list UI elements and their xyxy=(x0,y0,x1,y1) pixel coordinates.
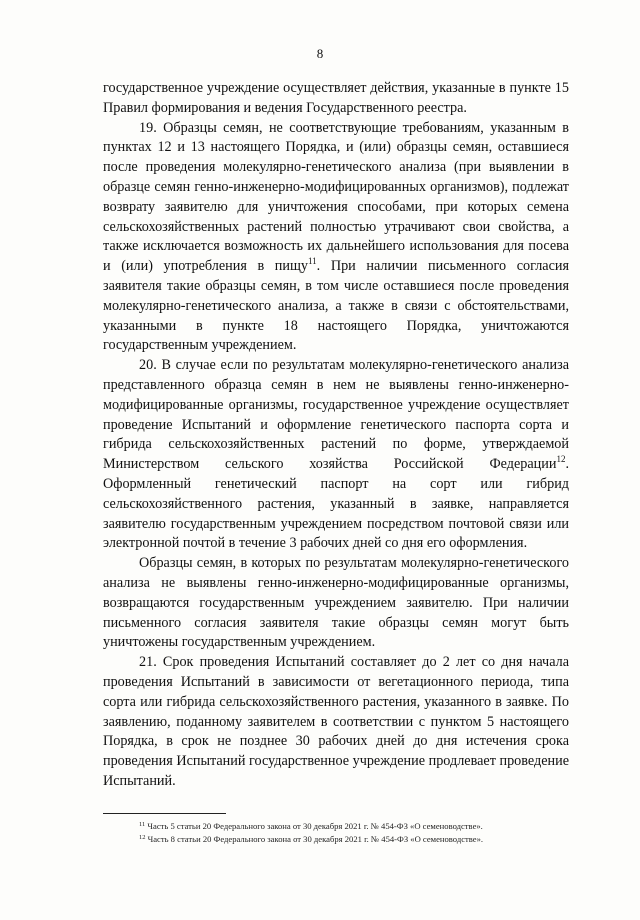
document-body xyxy=(103,79,569,792)
footnote-11 xyxy=(139,820,579,833)
paragraph-20-tail: . Оформленный генетический паспорт на сорт или гибрид сельскохозяйственного растения, указанный в заявке, направляется заявителю государственным учреждением посредством почтовой связи или электронной почтой в течение 3 рабочих дней со дня его оформления. xyxy=(103,456,569,552)
footnote-text-12: Часть 8 статьи 20 Федерального закона от 30 декабря 2021 г. № 454-ФЗ «О семеноводстве». xyxy=(145,834,484,844)
footnote-12 xyxy=(139,833,579,846)
paragraph-19 xyxy=(103,119,569,357)
page-number: 8 xyxy=(316,46,324,61)
footnote-divider xyxy=(103,813,226,814)
paragraph-21: 21. Срок проведения Испытаний составляет до 2 лет со дня начала проведения Испытаний в зависимости от вегетационного периода, типа сорта или гибрида сельскохозяйственного растения, указанного в заявке. По заявлению, поданному заявителем в соответствии с пунктом 5 настоящего Порядка, в срок не позднее 30 рабочих дней до дня истечения срока проведения Испытаний государственное учреждение продлевает проведение Испытаний. xyxy=(103,654,569,789)
paragraph-19-text: 19. Образцы семян, не соответствующие требованиям, указанным в пунктах 12 и 13 настоящего Порядка, и (или) образцы семян, оставшиеся после проведения молекулярно-генетического анализа (при выявлении в образце семян генно-инженерно-модифицированных организмов), подлежат возврату заявителю для уничтожения способами, при которых семена сельскохозяйственных растений полностью утрачивают свои свойства, а также исключается возможность их дальнейшего использования для посева и (или) употребления в пищу xyxy=(103,119,569,275)
paragraph-20-text: 20. В случае если по результатам молекулярно-генетического анализа представленного образца семян в нем не выявлены генно-инженерно-модифицированные организмы, государственное учреждение осуществляет проведение Испытаний и оформление генетического паспорта сорта и гибрида сельскохозяйственных растений по форме, утверждаемой Министерством сельского хозяйства Российской Федерации xyxy=(103,357,569,473)
paragraph-continued: государственное учреждение осуществляет действия, указанные в пункте 15 Правил формирования и ведения Государственного реестра. xyxy=(103,80,569,116)
paragraph-20 xyxy=(103,356,569,554)
paragraph-20-second: Образцы семян, в которых по результатам молекулярно-генетического анализа не выявлены генно-инженерно-модифицированные организмы, возвращаются государственным учреждением заявителю. При наличии письменного согласия заявителя такие образцы семян могут быть уничтожены государственным учреждением. xyxy=(103,555,569,651)
footnote-text-11: Часть 5 статьи 20 Федерального закона от 30 декабря 2021 г. № 454-ФЗ «О семеноводстве». xyxy=(145,821,483,831)
footnotes xyxy=(139,820,579,846)
footnote-ref-12: 12 xyxy=(556,454,566,465)
footnote-marker-11: 11 xyxy=(139,821,146,828)
footnote-ref-11: 11 xyxy=(308,256,317,267)
paragraph-19-tail: . При наличии письменного согласия заявителя такие образцы семян, в том числе оставшиеся после проведения молекулярно-генетического анализа, а также в связи с обстоятельствами, указанными в пункте 18 настоящего Порядка, уничтожаются государственным учреждением. xyxy=(103,258,569,354)
footnote-marker-12: 12 xyxy=(139,834,146,841)
